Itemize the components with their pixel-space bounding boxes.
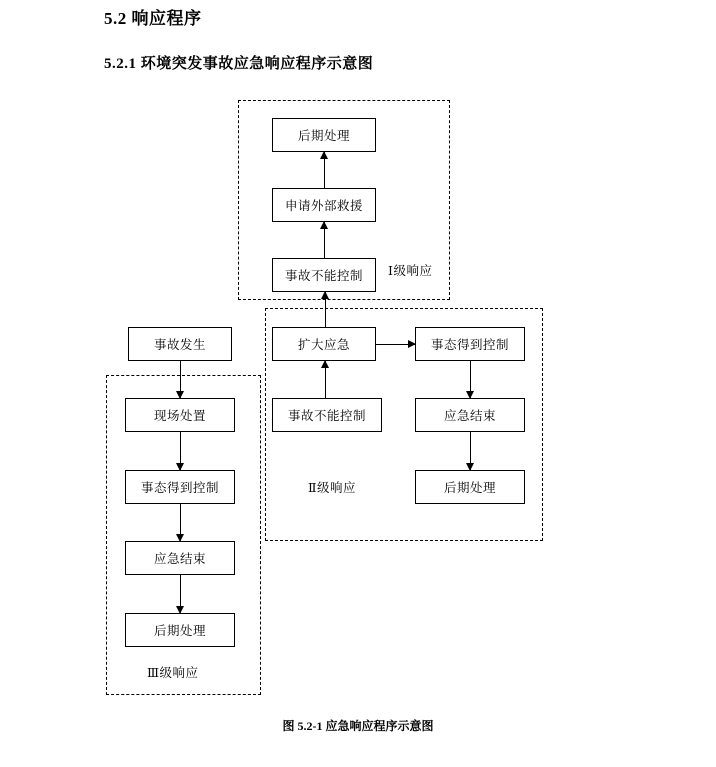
arrow-yingjijieshu2-to-houqichuli2 xyxy=(470,432,471,470)
node-xianchangchuzhi xyxy=(125,398,235,432)
arrow-yingjijieshu-to-houqichuli xyxy=(180,575,181,613)
node-label: 扩大应急 xyxy=(297,338,350,352)
node-label: 事故不能控制 xyxy=(284,269,363,283)
node-label: 后期处理 xyxy=(443,481,496,495)
node-label: 后期处理 xyxy=(153,624,206,638)
arrow-shenqingwaibujiuyuan-to-houqichuli xyxy=(324,152,325,188)
node-houqichuli-1 xyxy=(272,118,376,152)
node-shigufasheng xyxy=(128,327,232,361)
arrow-shigubunengkongzhi2-to-kuodayingji xyxy=(325,361,326,398)
node-yingjijieshu-3 xyxy=(125,541,235,575)
node-houqichuli-3 xyxy=(125,613,235,647)
node-label: 事态得到控制 xyxy=(140,481,219,495)
node-label: 事态得到控制 xyxy=(430,338,509,352)
node-houqichuli-2 xyxy=(415,470,525,504)
arrow-shigufasheng-to-xianchangchuzhi xyxy=(180,361,181,398)
arrow-shitaidedaokongzhi2-to-yingjijieshu2 xyxy=(470,361,471,398)
node-shenqingwaibujiuyuan xyxy=(272,188,376,222)
group-label-level2: Ⅱ级响应 xyxy=(308,481,356,495)
arrow-xianchangchuzhi-to-shitaidedaokongzhi xyxy=(180,432,181,470)
node-label: 事故不能控制 xyxy=(287,409,366,423)
node-label: 现场处置 xyxy=(153,409,206,423)
arrow-shigubunengkongzhi-to-shenqingwaibujiuyuan xyxy=(324,222,325,258)
group-label-level3: Ⅲ级响应 xyxy=(147,666,199,680)
node-label: 应急结束 xyxy=(153,552,206,566)
node-label: 后期处理 xyxy=(297,129,350,143)
group-label-level1: Ⅰ级响应 xyxy=(388,264,433,278)
node-label: 应急结束 xyxy=(443,409,496,423)
arrow-shitaidedaokongzhi-to-yingjijieshu xyxy=(180,504,181,541)
arrow-kuodayingji-to-shitaidedaokongzhi2 xyxy=(376,344,415,345)
node-label: 申请外部救援 xyxy=(284,199,363,213)
node-shigubunengkongzhi-2 xyxy=(272,398,382,432)
arrow-kuodayingji-to-shigubunengkongzhi1 xyxy=(325,292,326,327)
section-heading: 5.2 响应程序 xyxy=(104,9,202,28)
node-kuodayingji xyxy=(272,327,376,361)
node-yingjijieshu-2 xyxy=(415,398,525,432)
node-shitaidedaokongzhi-3 xyxy=(125,470,235,504)
subsection-heading: 5.2.1 环境突发事故应急响应程序示意图 xyxy=(104,56,374,72)
figure-caption: 图 5.2-1 应急响应程序示意图 xyxy=(282,719,434,733)
node-shitaidedaokongzhi-2 xyxy=(415,327,525,361)
node-shigubunengkongzhi-1 xyxy=(272,258,376,292)
node-label: 事故发生 xyxy=(153,338,206,352)
